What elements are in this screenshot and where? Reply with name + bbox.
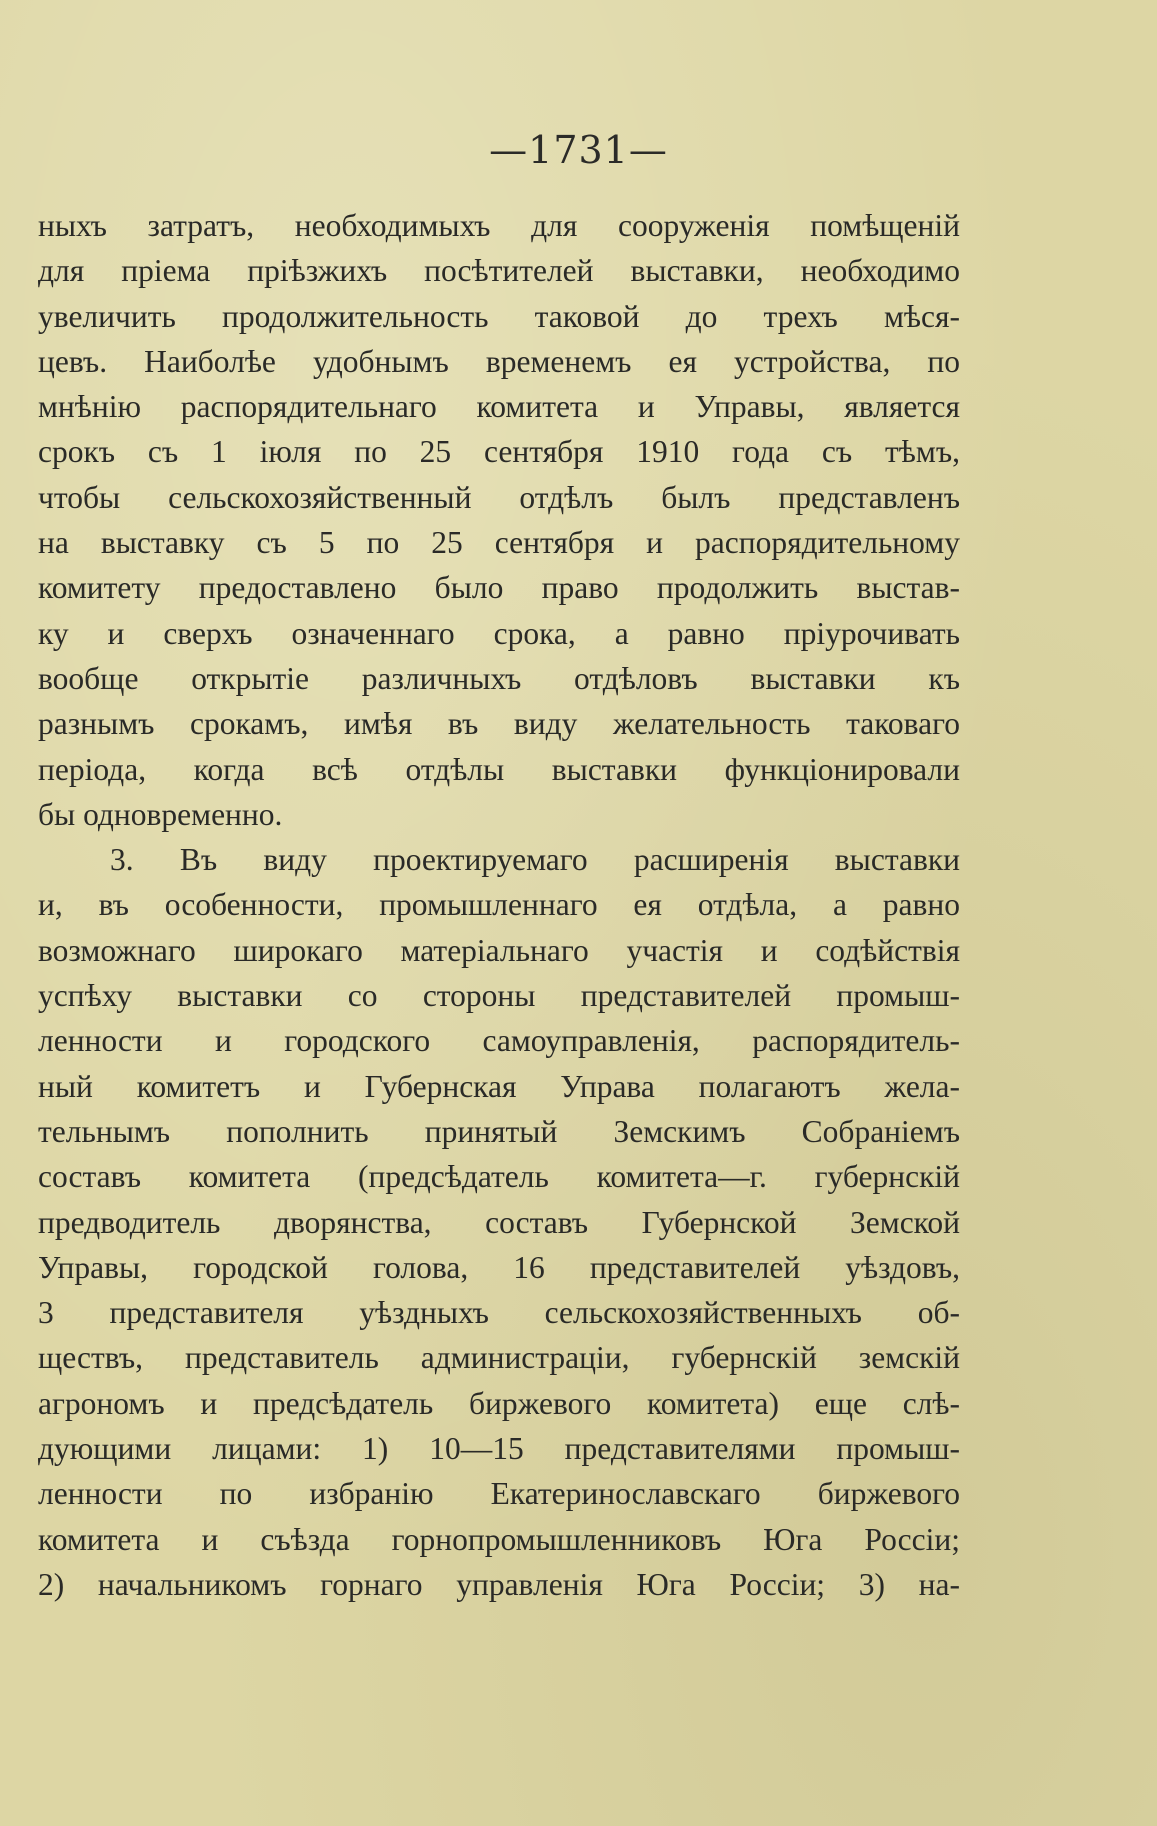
text-line: ный комитетъ и Губернская Управа полагаютъ жела- xyxy=(38,1068,960,1104)
text-line: ществъ, представитель администраціи, губернскій земскій xyxy=(38,1340,960,1376)
text-line: ленности по избранію Екатеринославскаго биржевого xyxy=(38,1476,960,1512)
text-line: агрономъ и предсѣдатель биржевого комитета) еще слѣ- xyxy=(38,1385,960,1421)
text-line: мнѣнію распорядительнаго комитета и Управы, является xyxy=(38,389,960,425)
text-line: для пріема пріѣзжихъ посѣтителей выставки, необходимо xyxy=(38,253,960,289)
text-line: бы одновременно. xyxy=(38,796,283,832)
text-line: вообще открытіе различныхъ отдѣловъ выставки къ xyxy=(38,660,960,696)
text-line: разнымъ срокамъ, имѣя въ виду желательность таковаго xyxy=(38,706,960,742)
text-line: чтобы сельскохозяйственный отдѣлъ былъ представленъ xyxy=(38,479,960,515)
body-text xyxy=(38,203,960,1607)
text-line: комитету предоставлено было право продолжить выстав- xyxy=(38,570,960,606)
text-line: возможнаго широкаго матеріальнаго участія и содѣйствія xyxy=(38,932,960,968)
text-line: успѣху выставки со стороны представителей промыш- xyxy=(38,978,960,1014)
text-line: ныхъ затратъ, необходимыхъ для сооруженія помѣщеній xyxy=(38,208,960,243)
text-line: 3 представителя уѣздныхъ сельскохозяйственныхъ об- xyxy=(38,1295,960,1331)
text-line: тельнымъ пополнить принятый Земскимъ Собраніемъ xyxy=(38,1113,960,1149)
page-number: —1731— xyxy=(489,128,668,172)
text-line: составъ комитета (предсѣдатель комитета—г. губернскій xyxy=(38,1159,960,1195)
text-line: дующими лицами: 1) 10—15 представителями промыш- xyxy=(38,1431,960,1467)
text-line: увеличить продолжительность таковой до трехъ мѣся- xyxy=(38,298,960,334)
text-line: 2) начальникомъ горнаго управленія Юга Россіи; 3) на- xyxy=(38,1566,960,1602)
text-line: срокъ съ 1 іюля по 25 сентября 1910 года съ тѣмъ, xyxy=(38,434,960,470)
text-line: комитета и съѣзда горнопромышленниковъ Юга Россіи; xyxy=(38,1521,960,1557)
paragraph-start-line: 3. Въ виду проектируемаго расширенія выставки xyxy=(110,842,960,878)
text-line: на выставку съ 5 по 25 сентября и распорядительному xyxy=(38,525,960,561)
text-line: цевъ. Наиболѣе удобнымъ временемъ ея устройства, по xyxy=(38,343,960,379)
text-line: предводитель дворянства, составъ Губернской Земской xyxy=(38,1204,960,1240)
text-line: ленности и городского самоуправленія, распорядитель- xyxy=(38,1023,960,1059)
text-line: Управы, городской голова, 16 представителей уѣздовъ, xyxy=(38,1249,960,1285)
text-line: и, въ особенности, промышленнаго ея отдѣла, а равно xyxy=(38,887,960,923)
text-line: ку и сверхъ означеннаго срока, а равно пріурочивать xyxy=(38,615,960,651)
text-line: періода, когда всѣ отдѣлы выставки функціонировали xyxy=(38,751,960,787)
